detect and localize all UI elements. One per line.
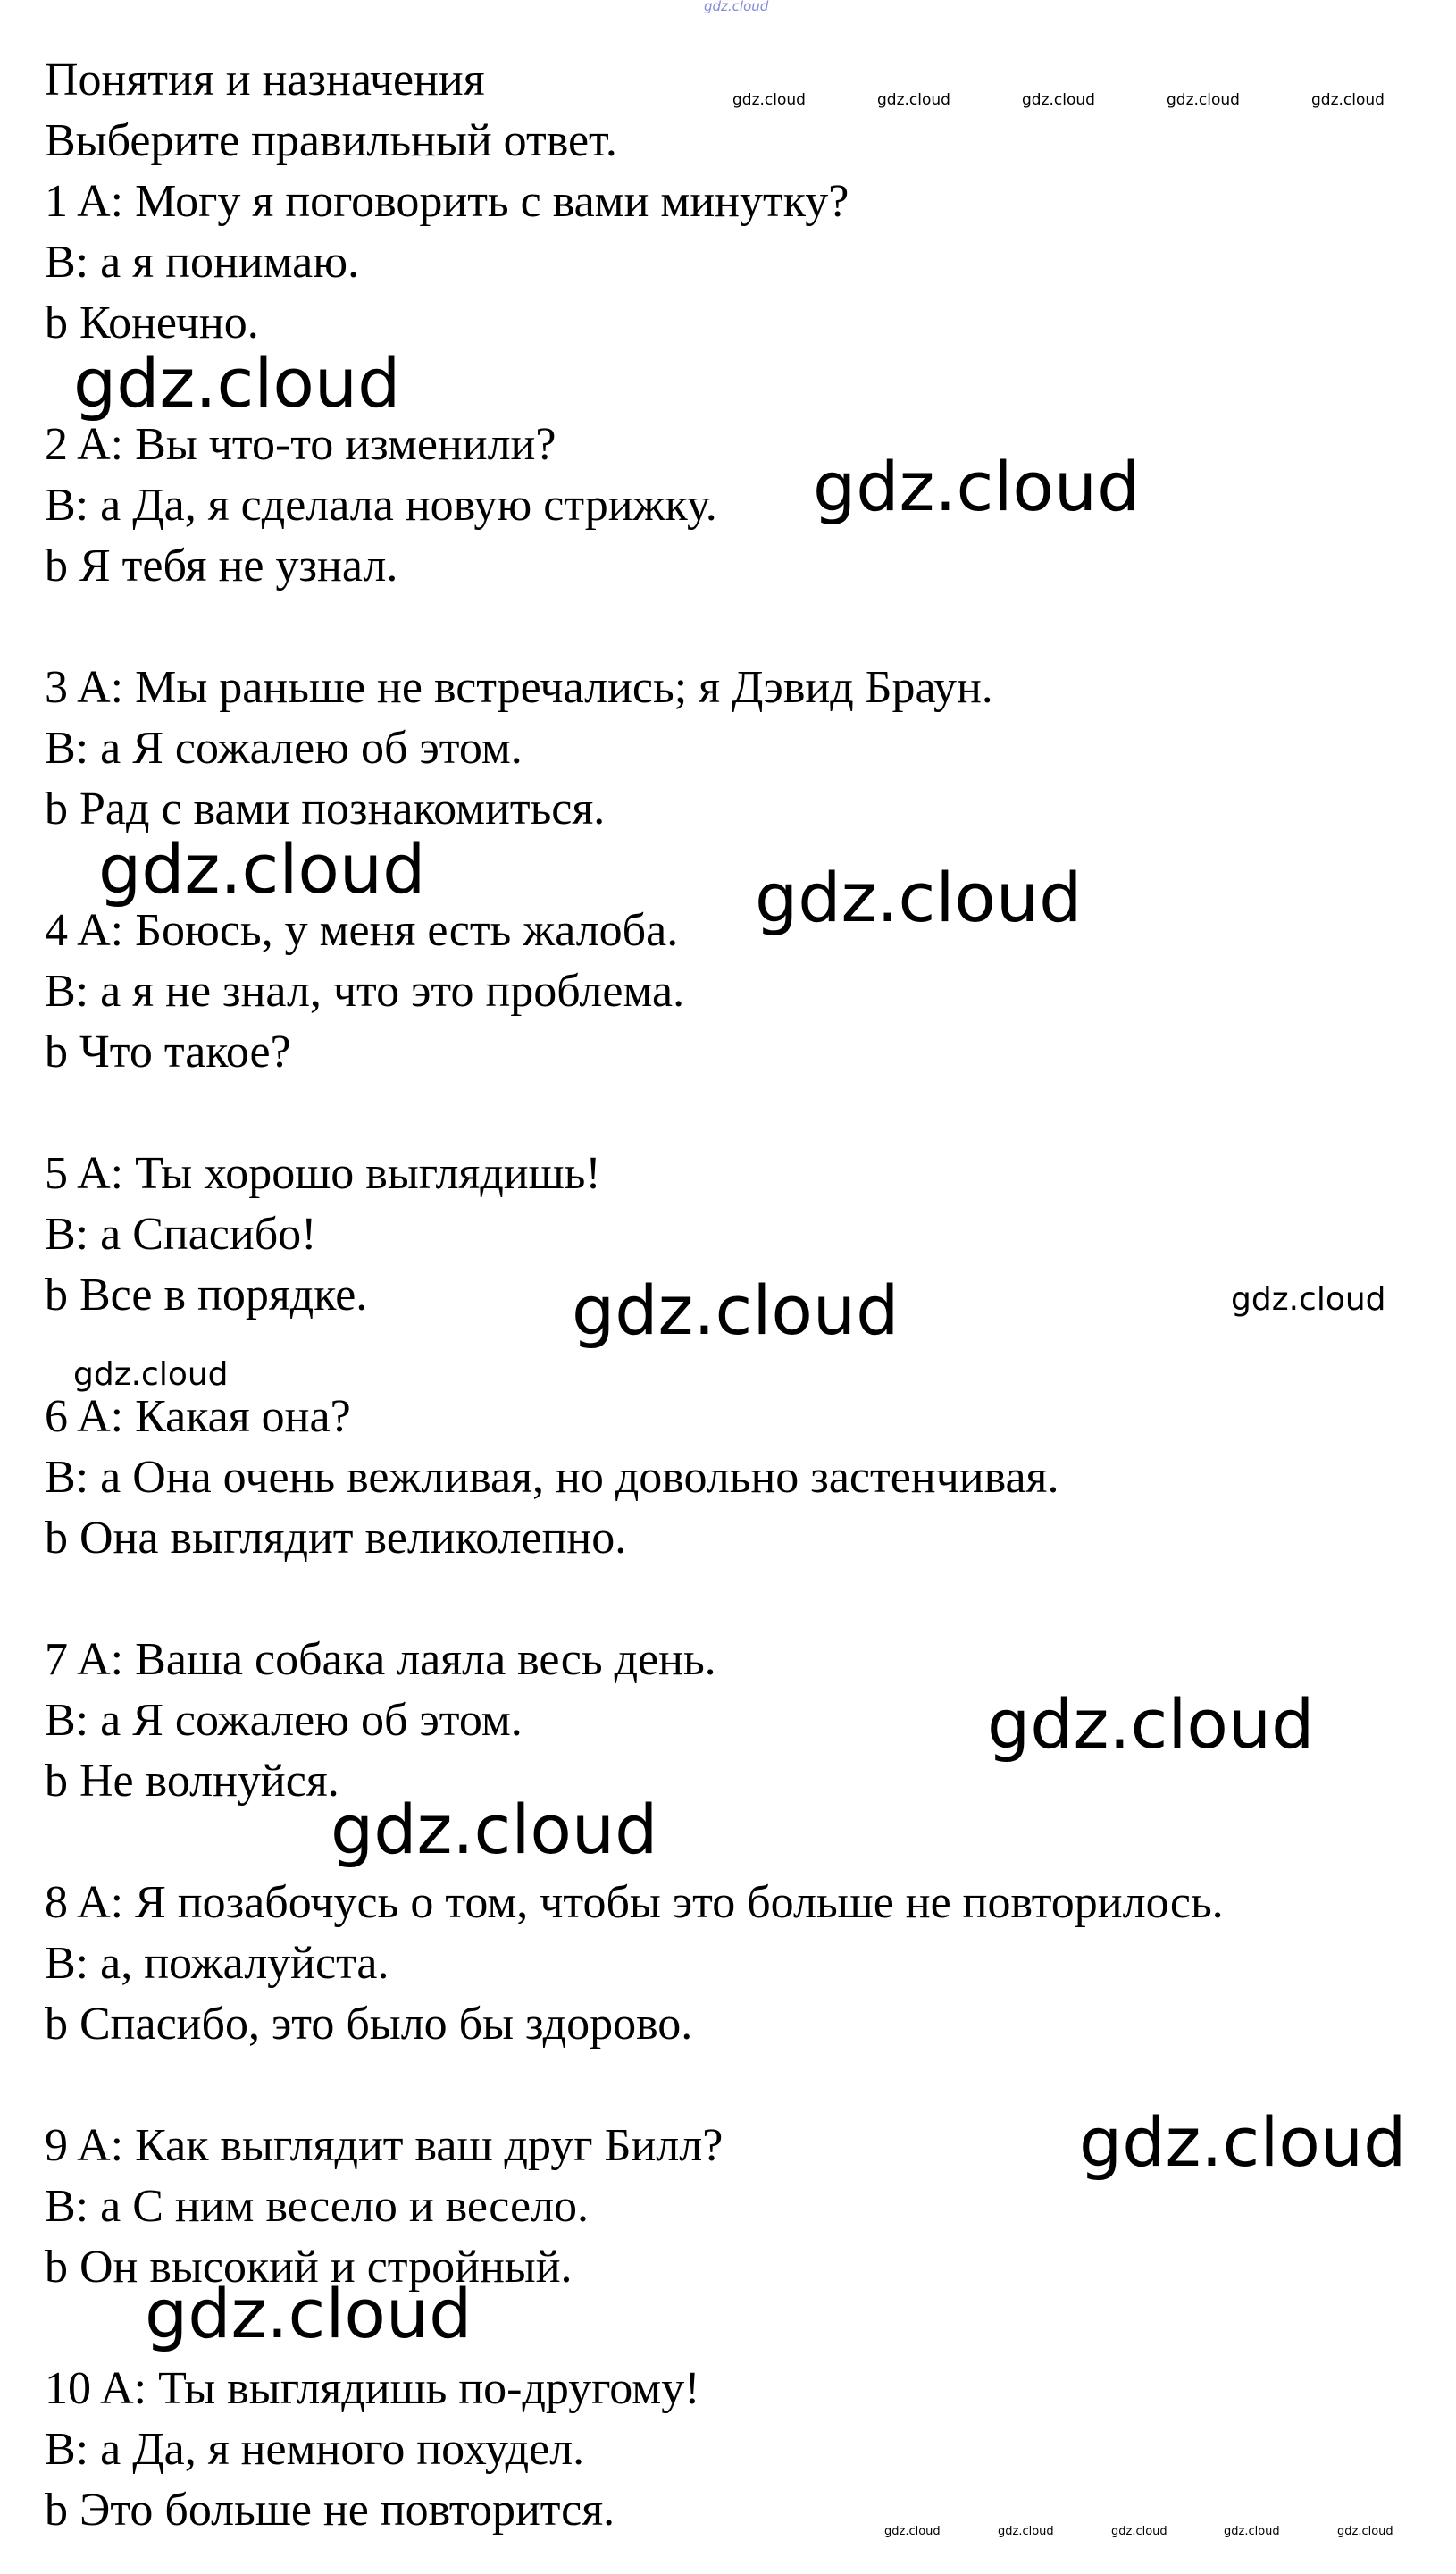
question-4-option-a: B: a я не знал, что это проблема.: [45, 966, 685, 1017]
watermark-medium: gdz.cloud: [1231, 1281, 1386, 1318]
question-2-line: 2 A: Вы что-то изменили?: [45, 419, 556, 470]
watermark-large: gdz.cloud: [145, 2274, 473, 2353]
watermark-small: gdz.cloud: [1224, 2525, 1280, 2538]
question-3-line: 3 A: Мы раньше не встречались; я Дэвид Браун.: [45, 662, 993, 713]
watermark-top: gdz.cloud: [704, 0, 769, 14]
watermark-large: gdz.cloud: [1079, 2102, 1407, 2182]
watermark-small: gdz.cloud: [1311, 91, 1385, 109]
watermark-small: gdz.cloud: [1337, 2525, 1393, 2538]
watermark-small: gdz.cloud: [877, 91, 950, 109]
watermark-large: gdz.cloud: [572, 1270, 900, 1350]
question-7-option-b: b Не волнуйся.: [45, 1756, 339, 1807]
question-5-line: 5 A: Ты хорошо выглядишь!: [45, 1148, 601, 1199]
question-3-option-a: B: a Я сожалею об этом.: [45, 723, 523, 774]
question-4-line: 4 A: Боюсь, у меня есть жалоба.: [45, 905, 679, 956]
question-6-line: 6 A: Какая она?: [45, 1391, 351, 1442]
question-10-line: 10 A: Ты выглядишь по-другому!: [45, 2363, 700, 2414]
document-title: Понятия и назначения: [45, 54, 485, 105]
question-9-line: 9 A: Как выглядит ваш друг Билл?: [45, 2120, 724, 2171]
watermark-small: gdz.cloud: [1111, 2525, 1167, 2538]
question-6-option-a: B: a Она очень вежливая, но довольно застенчивая.: [45, 1452, 1059, 1503]
watermark-small: gdz.cloud: [998, 2525, 1054, 2538]
question-9-option-b: b Он высокий и стройный.: [45, 2242, 573, 2293]
question-8-option-a: B: a, пожалуйста.: [45, 1938, 389, 1989]
watermark-small: gdz.cloud: [884, 2525, 941, 2538]
question-4-option-b: b Что такое?: [45, 1027, 291, 1077]
question-7-option-a: B: a Я сожалею об этом.: [45, 1695, 523, 1746]
watermark-large: gdz.cloud: [755, 858, 1083, 937]
question-1-line: 1 A: Могу я поговорить с вами минутку?: [45, 176, 849, 227]
question-1-option-b: b Конечно.: [45, 298, 259, 348]
watermark-small: gdz.cloud: [1167, 91, 1240, 109]
question-10-option-a: B: a Да, я немного похудел.: [45, 2424, 585, 2475]
watermark-large: gdz.cloud: [73, 343, 401, 423]
instruction-text: Выберите правильный ответ.: [45, 115, 617, 166]
watermark-small: gdz.cloud: [1022, 91, 1095, 109]
question-5-option-b: b Все в порядке.: [45, 1270, 368, 1321]
watermark-large: gdz.cloud: [813, 447, 1141, 526]
question-9-option-a: B: a С ним весело и весело.: [45, 2181, 590, 2232]
watermark-large: gdz.cloud: [331, 1790, 658, 1869]
question-2-option-b: b Я тебя не узнал.: [45, 541, 398, 591]
question-3-option-b: b Рад с вами познакомиться.: [45, 784, 606, 834]
question-8-line: 8 A: Я позабочусь о том, чтобы это больше не повторилось.: [45, 1877, 1224, 1928]
question-6-option-b: b Она выглядит великолепно.: [45, 1513, 627, 1564]
watermark-small: gdz.cloud: [732, 91, 806, 109]
question-8-option-b: b Спасибо, это было бы здорово.: [45, 1999, 693, 2050]
question-5-option-a: B: a Спасибо!: [45, 1209, 317, 1260]
watermark-medium: gdz.cloud: [73, 1356, 229, 1393]
watermark-large: gdz.cloud: [98, 829, 426, 909]
question-7-line: 7 A: Ваша собака лаяла весь день.: [45, 1634, 716, 1685]
question-10-option-b: b Это больше не повторится.: [45, 2485, 615, 2536]
question-1-option-a: B: a я понимаю.: [45, 237, 360, 288]
watermark-large: gdz.cloud: [987, 1684, 1315, 1764]
question-2-option-a: B: a Да, я сделала новую стрижку.: [45, 480, 717, 531]
